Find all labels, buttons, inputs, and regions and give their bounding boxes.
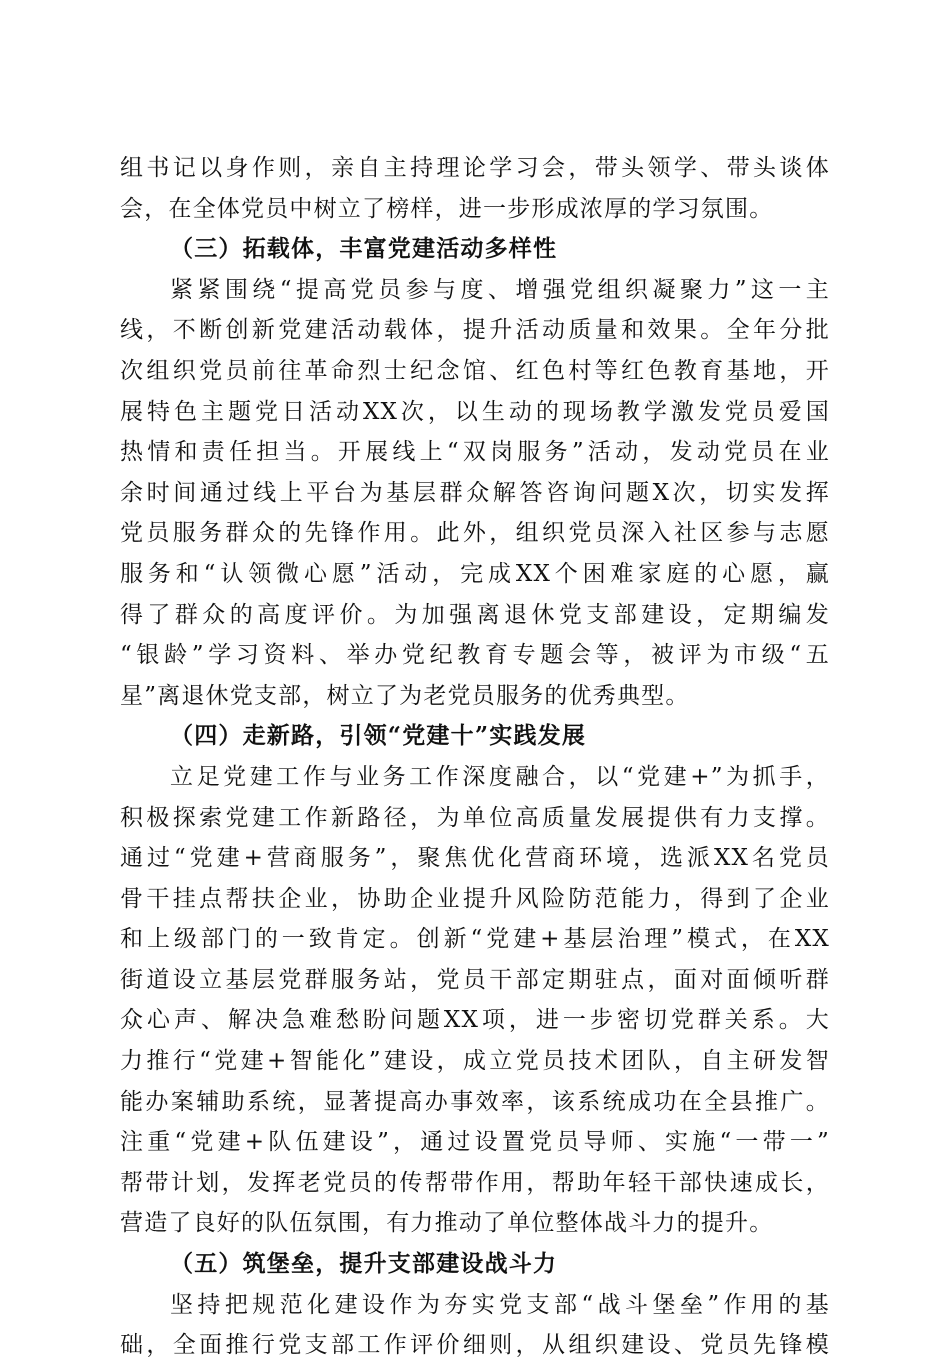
document-body <box>120 148 830 1366</box>
paragraph-line: 坚持把规范化建设作为夯实党支部“战斗堡垒”作用的基 <box>170 1291 830 1318</box>
section-heading: （四）走新路，引领“党建十”实践发展 <box>170 722 587 750</box>
paragraph-line: 会，在全体党员中树立了榜样，进一步形成浓厚的学习氛围。 <box>120 195 774 222</box>
paragraph-line: 和上级部门的一致肯定。创新“党建+基层治理”模式，在XX <box>120 926 830 953</box>
paragraph-line: 通过“党建+营商服务”，聚焦优化营商环境，选派XX名党员 <box>120 845 830 872</box>
paragraph-line: 积极探索党建工作新路径，为单位高质量发展提供有力支撑。 <box>120 804 830 831</box>
paragraph-line: 余时间通过线上平台为基层群众解答咨询问题X次，切实发挥 <box>120 479 830 506</box>
section-heading: （五）筑堡垒，提升支部建设战斗力 <box>170 1250 558 1278</box>
paragraph-line: 党员服务群众的先锋作用。此外，组织党员深入社区参与志愿 <box>120 520 830 547</box>
paragraph-line: 能办案辅助系统，显著提高办事效率，该系统成功在全县推广。 <box>120 1088 830 1115</box>
paragraph-line: 立足党建工作与业务工作深度融合，以“党建+”为抓手， <box>170 763 830 790</box>
paragraph-line: 注重“党建+队伍建设”，通过设置党员导师、实施“一带一” <box>120 1129 830 1156</box>
paragraph-line: “银龄”学习资料、举办党纪教育专题会等，被评为市级“五 <box>120 642 830 669</box>
paragraph-line: 展特色主题党日活动XX次，以生动的现场教学激发党员爱国 <box>120 398 830 425</box>
section-heading: （三）拓载体，丰富党建活动多样性 <box>170 235 558 263</box>
paragraph-line: 力推行“党建+智能化”建设，成立党员技术团队，自主研发智 <box>120 1048 830 1075</box>
paragraph-line: 星”离退休党支部，树立了为老党员服务的优秀典型。 <box>120 682 690 709</box>
paragraph-line: 营造了良好的队伍氛围，有力推动了单位整体战斗力的提升。 <box>120 1210 774 1237</box>
paragraph-line: 热情和责任担当。开展线上“双岗服务”活动，发动党员在业 <box>120 439 830 466</box>
paragraph-line: 次组织党员前往革命烈士纪念馆、红色村等红色教育基地，开 <box>120 357 830 384</box>
paragraph-line: 骨干挂点帮扶企业，协助企业提升风险防范能力，得到了企业 <box>120 885 830 912</box>
paragraph-line: 得了群众的高度评价。为加强离退休党支部建设，定期编发 <box>120 601 830 628</box>
paragraph-line: 街道设立基层党群服务站，党员干部定期驻点，面对面倾听群 <box>120 966 830 993</box>
paragraph-line: 众心声、解决急难愁盼问题XX项，进一步密切党群关系。大 <box>120 1007 830 1034</box>
paragraph-line: 帮带计划，发挥老党员的传帮带作用，帮助年轻干部快速成长， <box>120 1169 830 1196</box>
paragraph-line: 服务和“认领微心愿”活动，完成XX个困难家庭的心愿，赢 <box>120 560 830 587</box>
paragraph-line: 紧紧围绕“提高党员参与度、增强党组织凝聚力”这一主 <box>170 276 830 303</box>
paragraph-line: 础，全面推行党支部工作评价细则，从组织建设、党员先锋模 <box>120 1332 830 1359</box>
paragraph-line: 组书记以身作则，亲自主持理论学习会，带头领学、带头谈体 <box>120 155 830 181</box>
paragraph-line: 线，不断创新党建活动载体，提升活动质量和效果。全年分批 <box>120 317 830 344</box>
